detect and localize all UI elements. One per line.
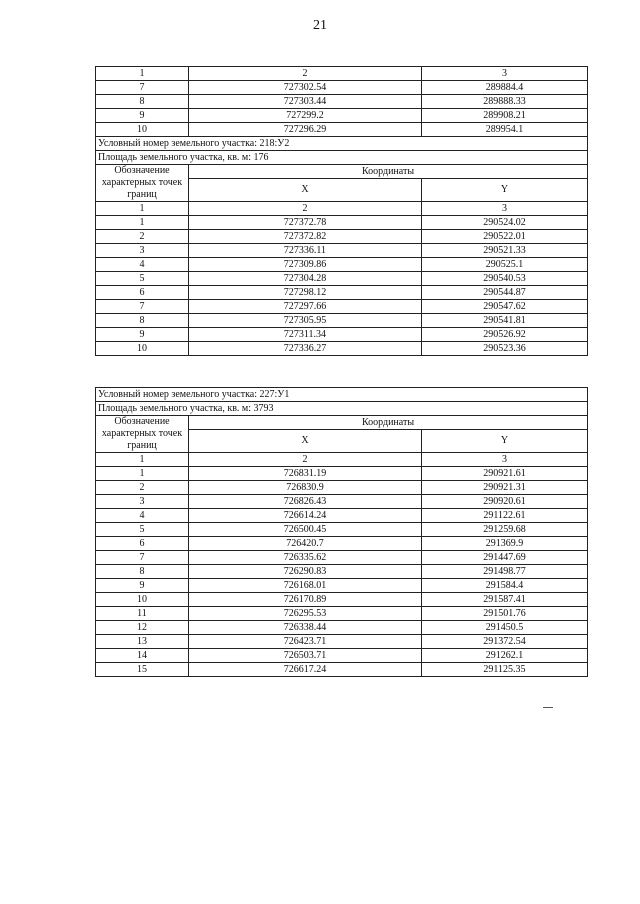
x-cell: 726831.19 — [189, 467, 422, 481]
x-cell: 726170.89 — [189, 593, 422, 607]
y-cell: 291372.54 — [422, 635, 588, 649]
point-cell: 1 — [96, 467, 189, 481]
point-cell: 2 — [96, 230, 189, 244]
x-header: X — [189, 179, 422, 202]
point-cell: 3 — [96, 244, 189, 258]
plot-area-cell: Площадь земельного участка, кв. м: 3793 — [96, 402, 588, 416]
coordinates-header: Координаты — [189, 416, 588, 430]
y-cell: 291584.4 — [422, 579, 588, 593]
header-cell: 1 — [96, 67, 189, 81]
plot-id-row — [96, 388, 588, 402]
x-cell: 727372.78 — [189, 216, 422, 230]
header-cell: 1 — [96, 453, 189, 467]
point-cell: 14 — [96, 649, 189, 663]
x-cell: 726295.53 — [189, 607, 422, 621]
columns-header-row — [96, 416, 588, 430]
point-cell: 6 — [96, 537, 189, 551]
x-cell: 726503.71 — [189, 649, 422, 663]
header-cell: 3 — [422, 202, 588, 216]
y-cell: 290921.61 — [422, 467, 588, 481]
table-row — [96, 272, 588, 286]
x-header: X — [189, 430, 422, 453]
x-cell: 727296.29 — [189, 123, 422, 137]
point-cell: 15 — [96, 663, 189, 677]
table-row — [96, 635, 588, 649]
point-cell: 12 — [96, 621, 189, 635]
y-cell: 291501.76 — [422, 607, 588, 621]
table-row — [96, 551, 588, 565]
y-cell: 291125.35 — [422, 663, 588, 677]
point-cell: 8 — [96, 95, 189, 109]
y-header: Y — [422, 179, 588, 202]
table-row — [96, 230, 588, 244]
x-cell: 726290.83 — [189, 565, 422, 579]
table-row — [96, 509, 588, 523]
header-cell: 2 — [189, 202, 422, 216]
point-cell: 10 — [96, 123, 189, 137]
x-cell: 727303.44 — [189, 95, 422, 109]
y-cell: 289884.4 — [422, 81, 588, 95]
x-cell: 727305.95 — [189, 314, 422, 328]
point-cell: 9 — [96, 109, 189, 123]
point-cell: 10 — [96, 593, 189, 607]
table-row — [96, 621, 588, 635]
x-cell: 726826.43 — [189, 495, 422, 509]
point-designation-header: Обозначение характерных точек границ — [96, 165, 189, 202]
x-cell: 726420.7 — [189, 537, 422, 551]
y-cell: 291587.41 — [422, 593, 588, 607]
x-cell: 726617.24 — [189, 663, 422, 677]
point-cell: 4 — [96, 509, 189, 523]
coordinates-table-plot-227 — [95, 387, 588, 677]
x-cell: 726500.45 — [189, 523, 422, 537]
table-header-row — [96, 453, 588, 467]
table-row — [96, 81, 588, 95]
table-header-row — [96, 67, 588, 81]
point-cell: 7 — [96, 551, 189, 565]
point-cell: 9 — [96, 579, 189, 593]
x-cell: 727309.86 — [189, 258, 422, 272]
y-cell: 289954.1 — [422, 123, 588, 137]
x-cell: 726423.71 — [189, 635, 422, 649]
y-cell: 291262.1 — [422, 649, 588, 663]
x-cell: 726168.01 — [189, 579, 422, 593]
table-row — [96, 593, 588, 607]
point-cell: 1 — [96, 216, 189, 230]
table-row — [96, 663, 588, 677]
y-cell: 290523.36 — [422, 342, 588, 356]
table-row — [96, 495, 588, 509]
columns-header-row — [96, 165, 588, 179]
point-cell: 5 — [96, 523, 189, 537]
table-row — [96, 216, 588, 230]
table-row — [96, 607, 588, 621]
y-cell: 290544.87 — [422, 286, 588, 300]
y-cell: 291369.9 — [422, 537, 588, 551]
table-row — [96, 537, 588, 551]
y-cell: 291498.77 — [422, 565, 588, 579]
point-cell: 8 — [96, 314, 189, 328]
table-row — [96, 565, 588, 579]
x-cell: 727372.82 — [189, 230, 422, 244]
y-cell: 289888.33 — [422, 95, 588, 109]
header-cell: 1 — [96, 202, 189, 216]
x-cell: 727336.11 — [189, 244, 422, 258]
y-cell: 290920.61 — [422, 495, 588, 509]
table-row — [96, 328, 588, 342]
point-cell: 13 — [96, 635, 189, 649]
table-row — [96, 523, 588, 537]
point-cell: 8 — [96, 565, 189, 579]
y-cell: 291259.68 — [422, 523, 588, 537]
y-cell: 290524.02 — [422, 216, 588, 230]
y-cell: 290525.1 — [422, 258, 588, 272]
y-cell: 289908.21 — [422, 109, 588, 123]
y-cell: 290547.62 — [422, 300, 588, 314]
point-cell: 9 — [96, 328, 189, 342]
coordinates-table-continued — [95, 66, 588, 356]
y-cell: 291447.69 — [422, 551, 588, 565]
table-row — [96, 649, 588, 663]
point-cell: 7 — [96, 300, 189, 314]
coordinates-header: Координаты — [189, 165, 588, 179]
plot-id-row — [96, 137, 588, 151]
table-row — [96, 95, 588, 109]
point-cell: 2 — [96, 481, 189, 495]
x-cell: 727297.66 — [189, 300, 422, 314]
table-row — [96, 481, 588, 495]
x-cell: 726338.44 — [189, 621, 422, 635]
table-row — [96, 244, 588, 258]
header-cell: 2 — [189, 67, 422, 81]
table-row — [96, 342, 588, 356]
y-cell: 291122.61 — [422, 509, 588, 523]
table-header-row — [96, 202, 588, 216]
y-cell: 290541.81 — [422, 314, 588, 328]
x-cell: 726335.62 — [189, 551, 422, 565]
scan-mark — [543, 707, 553, 708]
y-cell: 290522.01 — [422, 230, 588, 244]
point-designation-header: Обозначение характерных точек границ — [96, 416, 189, 453]
table-row — [96, 300, 588, 314]
x-cell: 727302.54 — [189, 81, 422, 95]
point-cell: 7 — [96, 81, 189, 95]
point-cell: 5 — [96, 272, 189, 286]
header-cell: 2 — [189, 453, 422, 467]
plot-area-row — [96, 151, 588, 165]
header-cell: 3 — [422, 67, 588, 81]
table-row — [96, 258, 588, 272]
plot-area-cell: Площадь земельного участка, кв. м: 176 — [96, 151, 588, 165]
table-row — [96, 467, 588, 481]
point-cell: 11 — [96, 607, 189, 621]
plot-id-cell: Условный номер земельного участка: 227:У1 — [96, 388, 588, 402]
x-cell: 727311.34 — [189, 328, 422, 342]
x-cell: 727336.27 — [189, 342, 422, 356]
x-cell: 727299.2 — [189, 109, 422, 123]
point-cell: 3 — [96, 495, 189, 509]
plot-area-row — [96, 402, 588, 416]
x-cell: 727298.12 — [189, 286, 422, 300]
table-row — [96, 109, 588, 123]
x-cell: 726830.9 — [189, 481, 422, 495]
plot-id-cell: Условный номер земельного участка: 218:У2 — [96, 137, 588, 151]
table-row — [96, 123, 588, 137]
y-cell: 291450.5 — [422, 621, 588, 635]
header-cell: 3 — [422, 453, 588, 467]
point-cell: 4 — [96, 258, 189, 272]
y-cell: 290921.31 — [422, 481, 588, 495]
y-header: Y — [422, 430, 588, 453]
y-cell: 290521.33 — [422, 244, 588, 258]
table-row — [96, 314, 588, 328]
y-cell: 290526.92 — [422, 328, 588, 342]
x-cell: 727304.28 — [189, 272, 422, 286]
point-cell: 6 — [96, 286, 189, 300]
table-row — [96, 286, 588, 300]
point-cell: 10 — [96, 342, 189, 356]
x-cell: 726614.24 — [189, 509, 422, 523]
y-cell: 290540.53 — [422, 272, 588, 286]
page-number: 21 — [313, 18, 327, 33]
table-row — [96, 579, 588, 593]
